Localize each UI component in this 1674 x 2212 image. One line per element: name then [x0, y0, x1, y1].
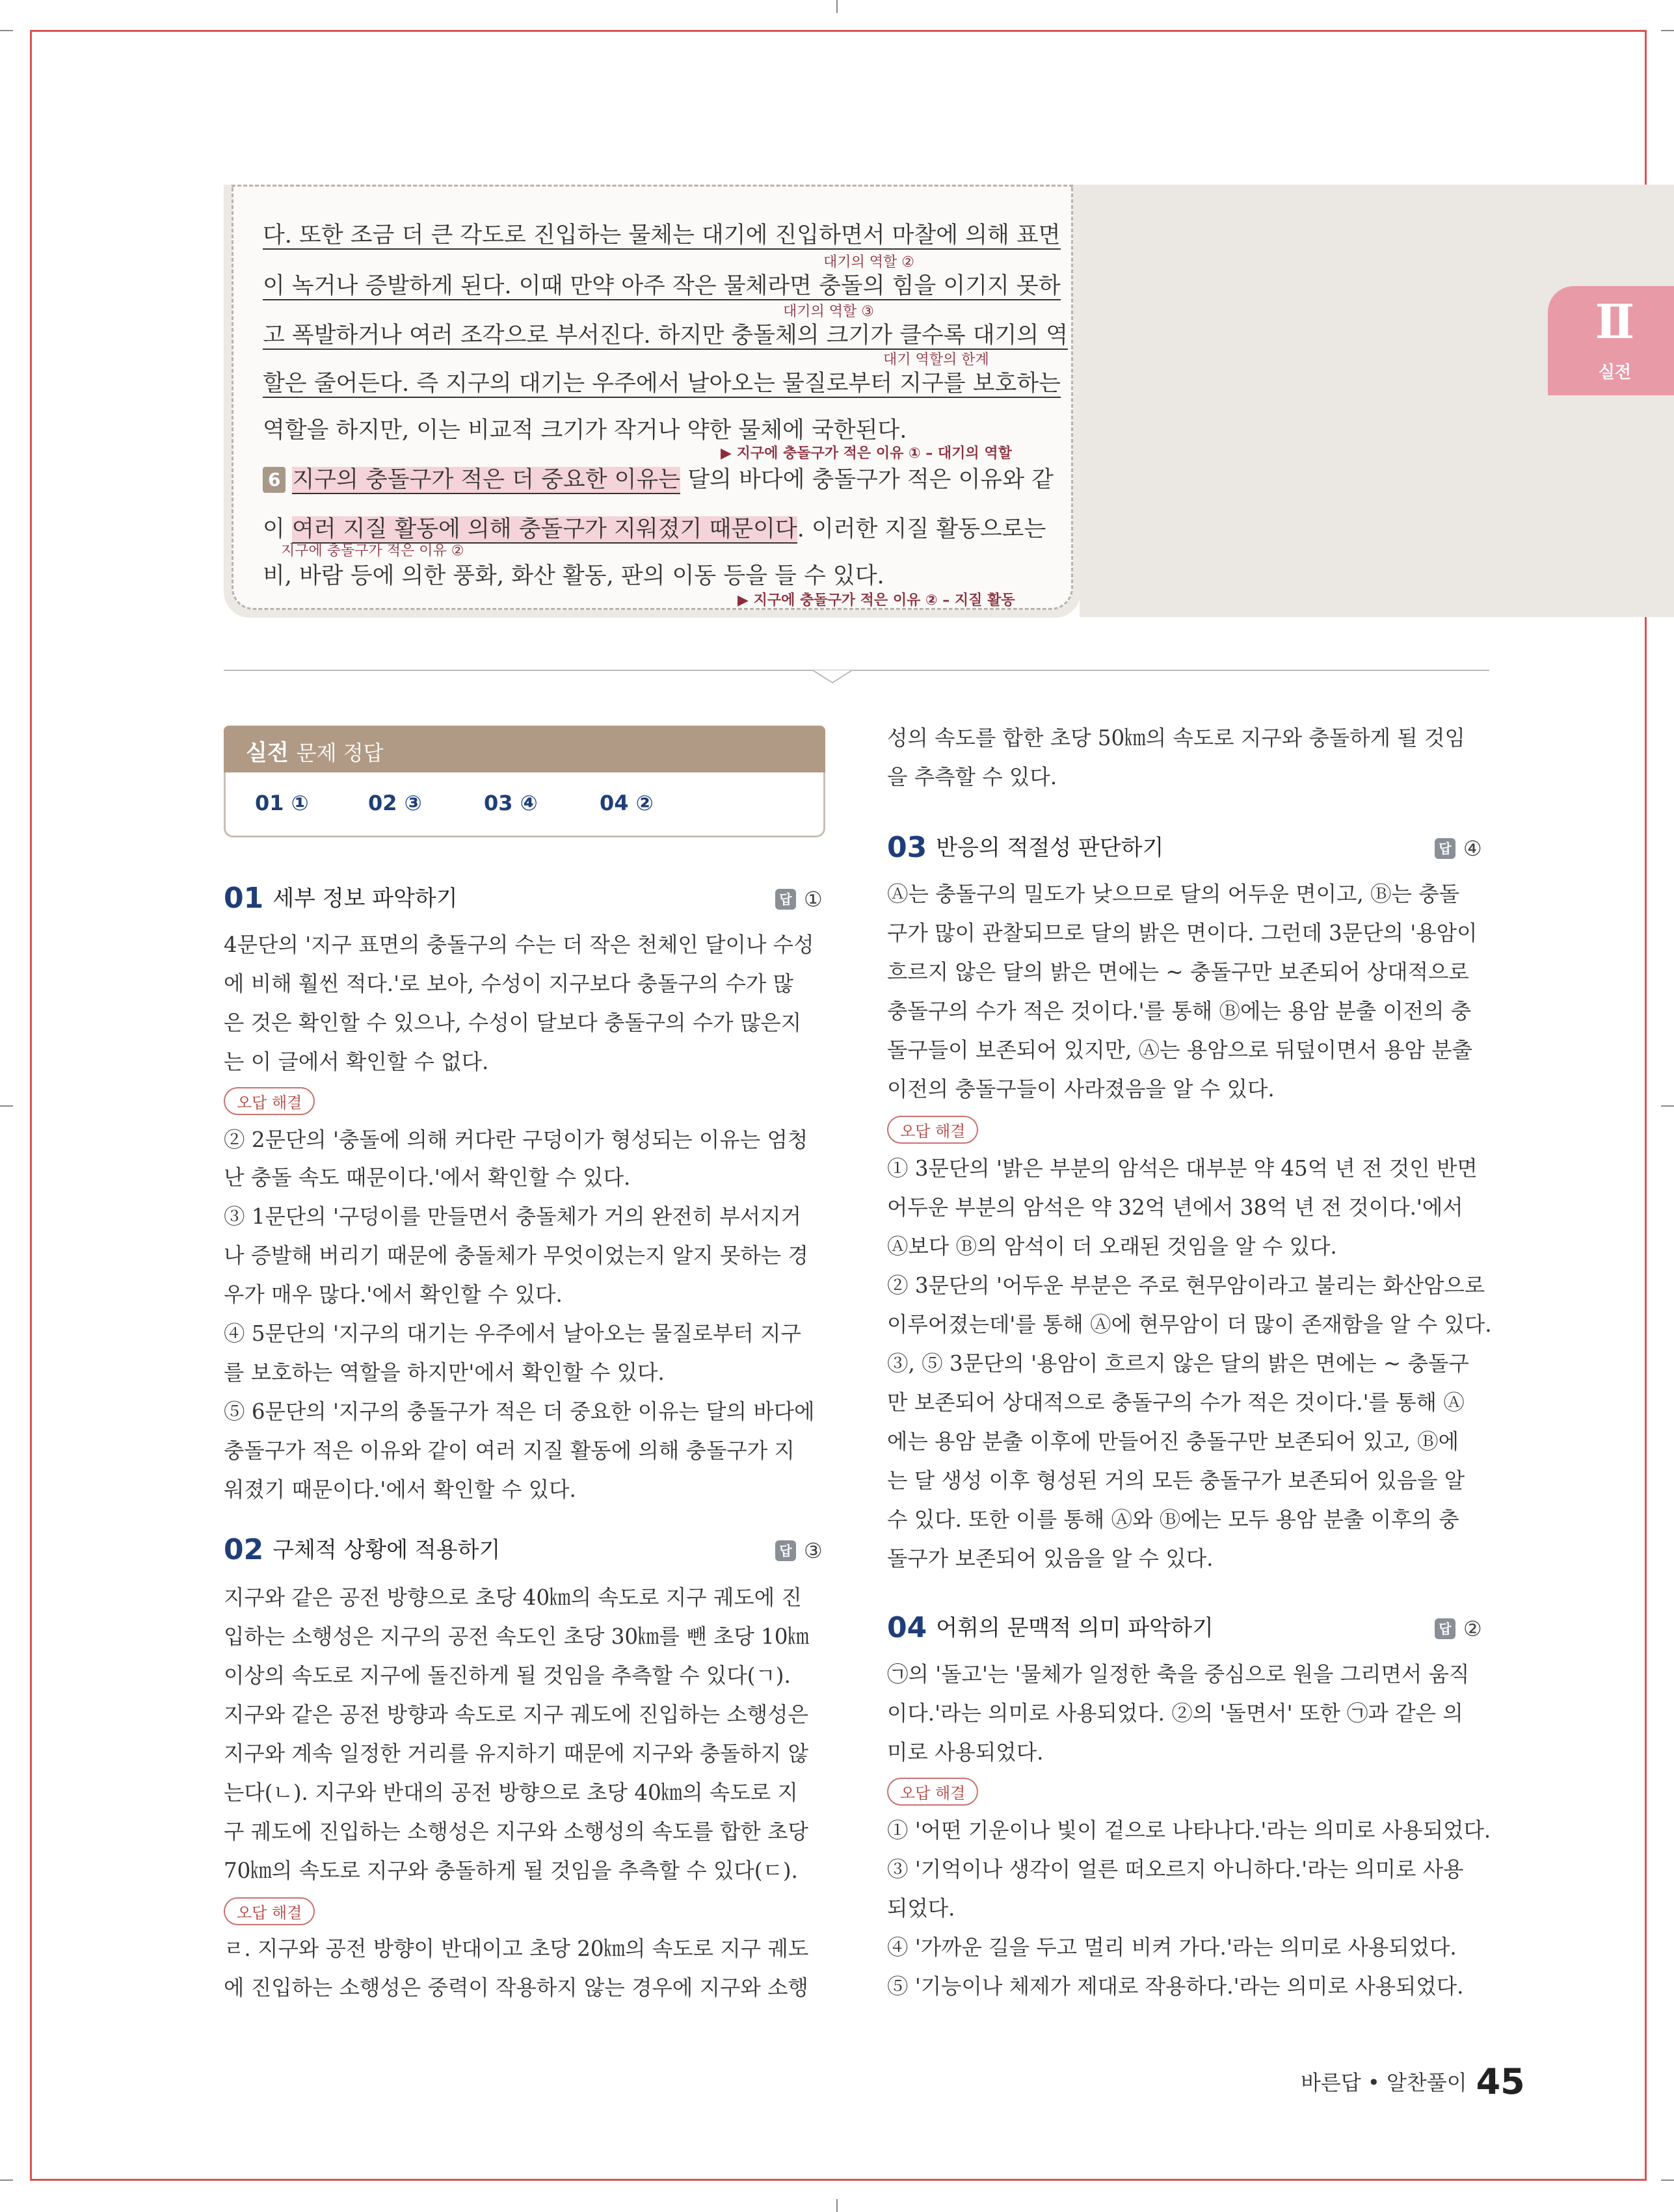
answer-box-title-bold: 실전: [246, 740, 289, 766]
crop-mark: [1661, 30, 1674, 31]
body-line: ④ 5문단의 '지구의 대기는 우주에서 날아오는 물질로부터 지구: [224, 1321, 801, 1346]
body-line: 을 추측할 수 있다.: [887, 765, 1057, 789]
body-line: 지구와 같은 공전 방향으로 초당 40㎞의 속도로 지구 궤도에 진: [224, 1585, 802, 1610]
body-line: 되었다.: [887, 1896, 955, 1921]
section-title: 어휘의 문맥적 의미 파악하기: [936, 1615, 1214, 1641]
body-line: 어두운 부분의 암석은 약 32억 년에서 38억 년 전 것이다.'에서: [887, 1195, 1463, 1220]
answer-badge-icon: 답: [1435, 1618, 1455, 1639]
body-line: Ⓐ보다 Ⓑ의 암석이 더 오래된 것임을 알 수 있다.: [887, 1234, 1337, 1259]
body-line: 이전의 충돌구들이 사라졌음을 알 수 있다.: [887, 1077, 1275, 1101]
passage-para6-line-2: [263, 511, 1046, 544]
body-line: 워졌기 때문이다.'에서 확인할 수 있다.: [224, 1477, 576, 1502]
answer-badge-icon: 답: [1435, 838, 1455, 859]
body-line: 입하는 소행성은 지구의 공전 속도인 초당 30㎞를 뺀 초당 10㎞: [224, 1624, 809, 1649]
footer-label: 바른답 • 알찬풀이: [1301, 2070, 1467, 2095]
body-line: 에 진입하는 소행성은 중력이 작용하지 않는 경우에 지구와 소행: [224, 1975, 808, 2000]
passage-highlight: 여러 지질 활동에 의해 충돌구가 지워졌기 때문이다: [291, 516, 797, 542]
body-line: 구가 많이 관찰되므로 달의 밝은 면이다. 그런데 3문단의 '용암이: [887, 921, 1478, 945]
body-line: 수 있다. 또한 이를 통해 Ⓐ와 Ⓑ에는 모두 용암 분출 이후의 충: [887, 1507, 1459, 1532]
body-line: ③, ⑤ 3문단의 '용암이 흐르지 않은 달의 밝은 면에는 ~ 충돌구: [887, 1351, 1469, 1376]
wrong-answer-label: 오답 해결: [887, 1778, 978, 1806]
crop-mark: [0, 1105, 13, 1107]
wrong-answer-label: 오답 해결: [887, 1116, 978, 1144]
body-line: 이루어졌는데'를 통해 Ⓐ에 현무암이 더 많이 존재함을 알 수 있다.: [887, 1312, 1492, 1337]
crop-mark: [0, 2179, 13, 2181]
crop-mark: [836, 2199, 838, 2212]
body-line: 를 보호하는 역할을 하지만'에서 확인할 수 있다.: [224, 1360, 665, 1385]
answer-indicator: [1435, 836, 1482, 861]
body-line: 돌구가 보존되어 있음을 알 수 있다.: [887, 1546, 1214, 1571]
answer-value: ②: [1463, 1616, 1482, 1641]
crop-mark: [1661, 1105, 1674, 1107]
section-divider: [224, 670, 1489, 671]
passage-text: 비, 바람 등에 의한 풍화, 화산 활동, 판의 이동 등을 들 수 있다.: [263, 563, 884, 589]
body-line: 성의 속도를 합한 초당 50㎞의 속도로 지구와 충돌하게 될 것임: [887, 726, 1465, 750]
section-title: 구체적 상황에 적용하기: [272, 1537, 501, 1563]
body-line: ② 3문단의 '어두운 부분은 주로 현무암이라고 불리는 화산암으로: [887, 1273, 1485, 1298]
passage-annotation: ▶ 지구에 충돌구가 적은 이유 ① – 대기의 역할: [721, 445, 1012, 462]
section-number: 01: [224, 882, 264, 915]
answer-indicator: [775, 887, 823, 912]
answer-item: 02 ③: [368, 791, 422, 815]
passage-annotation: 대기의 역할 ②: [823, 254, 914, 270]
body-line: ㉠의 '돌고'는 '물체가 일정한 축을 중심으로 원을 그리면서 움직: [887, 1662, 1470, 1687]
body-line: ① 3문단의 '밝은 부분의 암석은 대부분 약 45억 년 전 것인 반면: [887, 1156, 1478, 1181]
paragraph-number-badge: 6: [263, 467, 286, 493]
body-line: 4문단의 '지구 표면의 충돌구의 수는 더 작은 천체인 달이나 수성: [224, 932, 814, 957]
body-line: ③ '기억이나 생각이 얼른 떠오르지 아니하다.'라는 의미로 사용: [887, 1857, 1464, 1882]
divider-notch: [813, 658, 852, 684]
answer-item: 01 ①: [255, 791, 309, 815]
section-title: 세부 정보 파악하기: [272, 886, 458, 912]
body-line: 만 보존되어 상대적으로 충돌구의 수가 적은 것이다.'를 통해 Ⓐ: [887, 1390, 1465, 1415]
crop-mark: [836, 0, 838, 13]
passage-annotation: 대기 역할의 한계: [883, 352, 989, 368]
body-line: ① '어떤 기운이나 빛이 겉으로 나타나다.'라는 의미로 사용되었다.: [887, 1818, 1491, 1843]
passage-text: . 이러한 지질 활동으로는: [797, 516, 1046, 542]
wrong-answer-label: 오답 해결: [224, 1897, 315, 1925]
body-line: ⑤ '기능이나 체제가 제대로 작용하다.'라는 의미로 사용되었다.: [887, 1974, 1464, 1999]
passage-line-4: [263, 365, 1061, 398]
passage-line-2: [263, 268, 1061, 300]
crop-mark: [1661, 2179, 1674, 2181]
answer-indicator: [775, 1538, 823, 1563]
body-line: 은 것은 확인할 수 있으나, 수성이 달보다 충돌구의 수가 많은지: [224, 1010, 802, 1035]
body-line: 충돌구가 적은 이유와 같이 여러 지질 활동에 의해 충돌구가 지: [224, 1438, 795, 1463]
wrong-answer-label: 오답 해결: [224, 1087, 315, 1115]
body-line: 지구와 같은 공전 방향과 속도로 지구 궤도에 진입하는 소행성은: [224, 1702, 808, 1727]
body-line: ② 2문단의 '충돌에 의해 커다란 구덩이가 형성되는 이유는 엄청: [224, 1127, 808, 1152]
body-line: 에 비해 훨씬 적다.'로 보아, 수성이 지구보다 충돌구의 수가 많: [224, 971, 794, 996]
passage-annotation: ▶ 지구에 충돌구가 적은 이유 ② – 지질 활동: [737, 592, 1015, 609]
passage-text: 이: [263, 516, 292, 542]
passage-line-1: [263, 217, 1061, 250]
passage-text: 역할을 하지만, 이는 비교적 크기가 작거나 약한 물체에 국한된다.: [263, 417, 907, 443]
passage-annotation: 대기의 역할 ③: [783, 304, 874, 320]
chapter-tab-numeral: Ⅱ: [1595, 294, 1635, 349]
body-line: ③ 1문단의 '구덩이를 만들면서 충돌체가 거의 완전히 부서지거: [224, 1204, 801, 1229]
chapter-tab-label: 실전: [1598, 363, 1632, 382]
body-line: 이상의 속도로 지구에 돌진하게 될 것임을 추측할 수 있다(ㄱ).: [224, 1663, 791, 1688]
section-title: 반응의 적절성 판단하기: [936, 835, 1164, 861]
answer-indicator: [1435, 1616, 1482, 1641]
answer-value: ①: [804, 887, 823, 912]
body-line: 충돌구의 수가 적은 것이다.'를 통해 Ⓑ에는 용암 분출 이전의 충: [887, 999, 1472, 1023]
body-line: ⑤ 6문단의 '지구의 충돌구가 적은 더 중요한 이유는 달의 바다에: [224, 1399, 815, 1424]
answer-badge-icon: 답: [775, 889, 796, 910]
body-line: 나 증발해 버리기 때문에 충돌체가 무엇이었는지 알지 못하는 경: [224, 1243, 808, 1268]
section-heading: [224, 880, 458, 915]
body-line: 우가 매우 많다.'에서 확인할 수 있다.: [224, 1282, 563, 1307]
body-line: 흐르지 않은 달의 밝은 면에는 ~ 충돌구만 보존되어 상대적으로: [887, 960, 1469, 984]
answer-value: ④: [1463, 836, 1482, 861]
section-number: 02: [224, 1533, 264, 1566]
passage-line-5: [263, 412, 907, 445]
body-line: ④ '가까운 길을 두고 멀리 비켜 가다.'라는 의미로 사용되었다.: [887, 1935, 1457, 1960]
passage-text: 이 녹거나 증발하게 된다. 이때 만약 아주 작은 물체라면 충돌의 힘을 이기지 못하: [263, 273, 1061, 299]
body-line: 난 충돌 속도 때문이다.'에서 확인할 수 있다.: [224, 1165, 631, 1190]
passage-line-3: [263, 317, 1068, 350]
body-line: 구 궤도에 진입하는 소행성은 지구와 소행성의 속도를 합한 초당: [224, 1819, 808, 1844]
page-number: 45: [1476, 2061, 1525, 2102]
body-line: 돌구들이 보존되어 있지만, Ⓐ는 용암으로 뒤덮이면서 용암 분출: [887, 1038, 1473, 1062]
section-number: 04: [887, 1611, 927, 1644]
section-heading: [224, 1532, 500, 1566]
body-line: ㄹ. 지구와 공전 방향이 반대이고 초당 20㎞의 속도로 지구 궤도: [224, 1936, 809, 1961]
answer-value: ③: [804, 1538, 823, 1563]
passage-text: 고 폭발하거나 여러 조각으로 부서진다. 하지만 충돌체의 크기가 클수록 대기의 역: [263, 323, 1069, 349]
answer-badge-icon: 답: [775, 1540, 796, 1561]
section-number: 03: [887, 831, 927, 864]
page-footer: [1301, 2061, 1525, 2102]
section-heading: [887, 830, 1163, 864]
side-band: [1080, 185, 1674, 617]
answer-box-title-text: 문제 정답: [296, 741, 384, 765]
body-line: 는다(ㄴ). 지구와 반대의 공전 방향으로 초당 40㎞의 속도로 지: [224, 1780, 798, 1805]
passage-text: 다. 또한 조금 더 큰 각도로 진입하는 물체는 대기에 진입하면서 마찰에 의해 표면: [263, 222, 1061, 248]
body-line: 70㎞의 속도로 지구와 충돌하게 될 것임을 추측할 수 있다(ㄷ).: [224, 1858, 798, 1883]
body-line: 는 달 생성 이후 형성된 거의 모든 충돌구가 보존되어 있음을 알: [887, 1468, 1465, 1493]
answer-box-title: [246, 735, 384, 767]
section-heading: [887, 1610, 1214, 1644]
crop-mark: [0, 30, 13, 31]
passage-text: 할은 줄어든다. 즉 지구의 대기는 우주에서 날아오는 물질로부터 지구를 보호하는: [263, 371, 1061, 397]
passage-para6-line-1: [263, 462, 1054, 494]
passage-para6-line-3: [263, 558, 884, 590]
body-line: 는 이 글에서 확인할 수 없다.: [224, 1049, 489, 1074]
body-line: 에는 용암 분출 이후에 만들어진 충돌구만 보존되어 있고, Ⓑ에: [887, 1429, 1459, 1454]
passage-annotation: 지구에 충돌구가 적은 이유 ②: [281, 543, 464, 559]
body-line: Ⓐ는 충돌구의 밀도가 낮으므로 달의 어두운 면이고, Ⓑ는 충돌: [887, 882, 1460, 906]
body-line: 미로 사용되었다.: [887, 1740, 1044, 1765]
passage-highlight: 지구의 충돌구가 적은 더 중요한 이유는: [292, 467, 681, 493]
passage-text: 달의 바다에 충돌구가 적은 이유와 같: [680, 467, 1054, 493]
body-line: 이다.'라는 의미로 사용되었다. ②의 '돌면서' 또한 ㉠과 같은 의: [887, 1701, 1463, 1726]
body-line: 지구와 계속 일정한 거리를 유지하기 때문에 지구와 충돌하지 않: [224, 1741, 808, 1766]
answer-item: 04 ②: [600, 791, 654, 815]
answer-item: 03 ④: [484, 791, 538, 815]
